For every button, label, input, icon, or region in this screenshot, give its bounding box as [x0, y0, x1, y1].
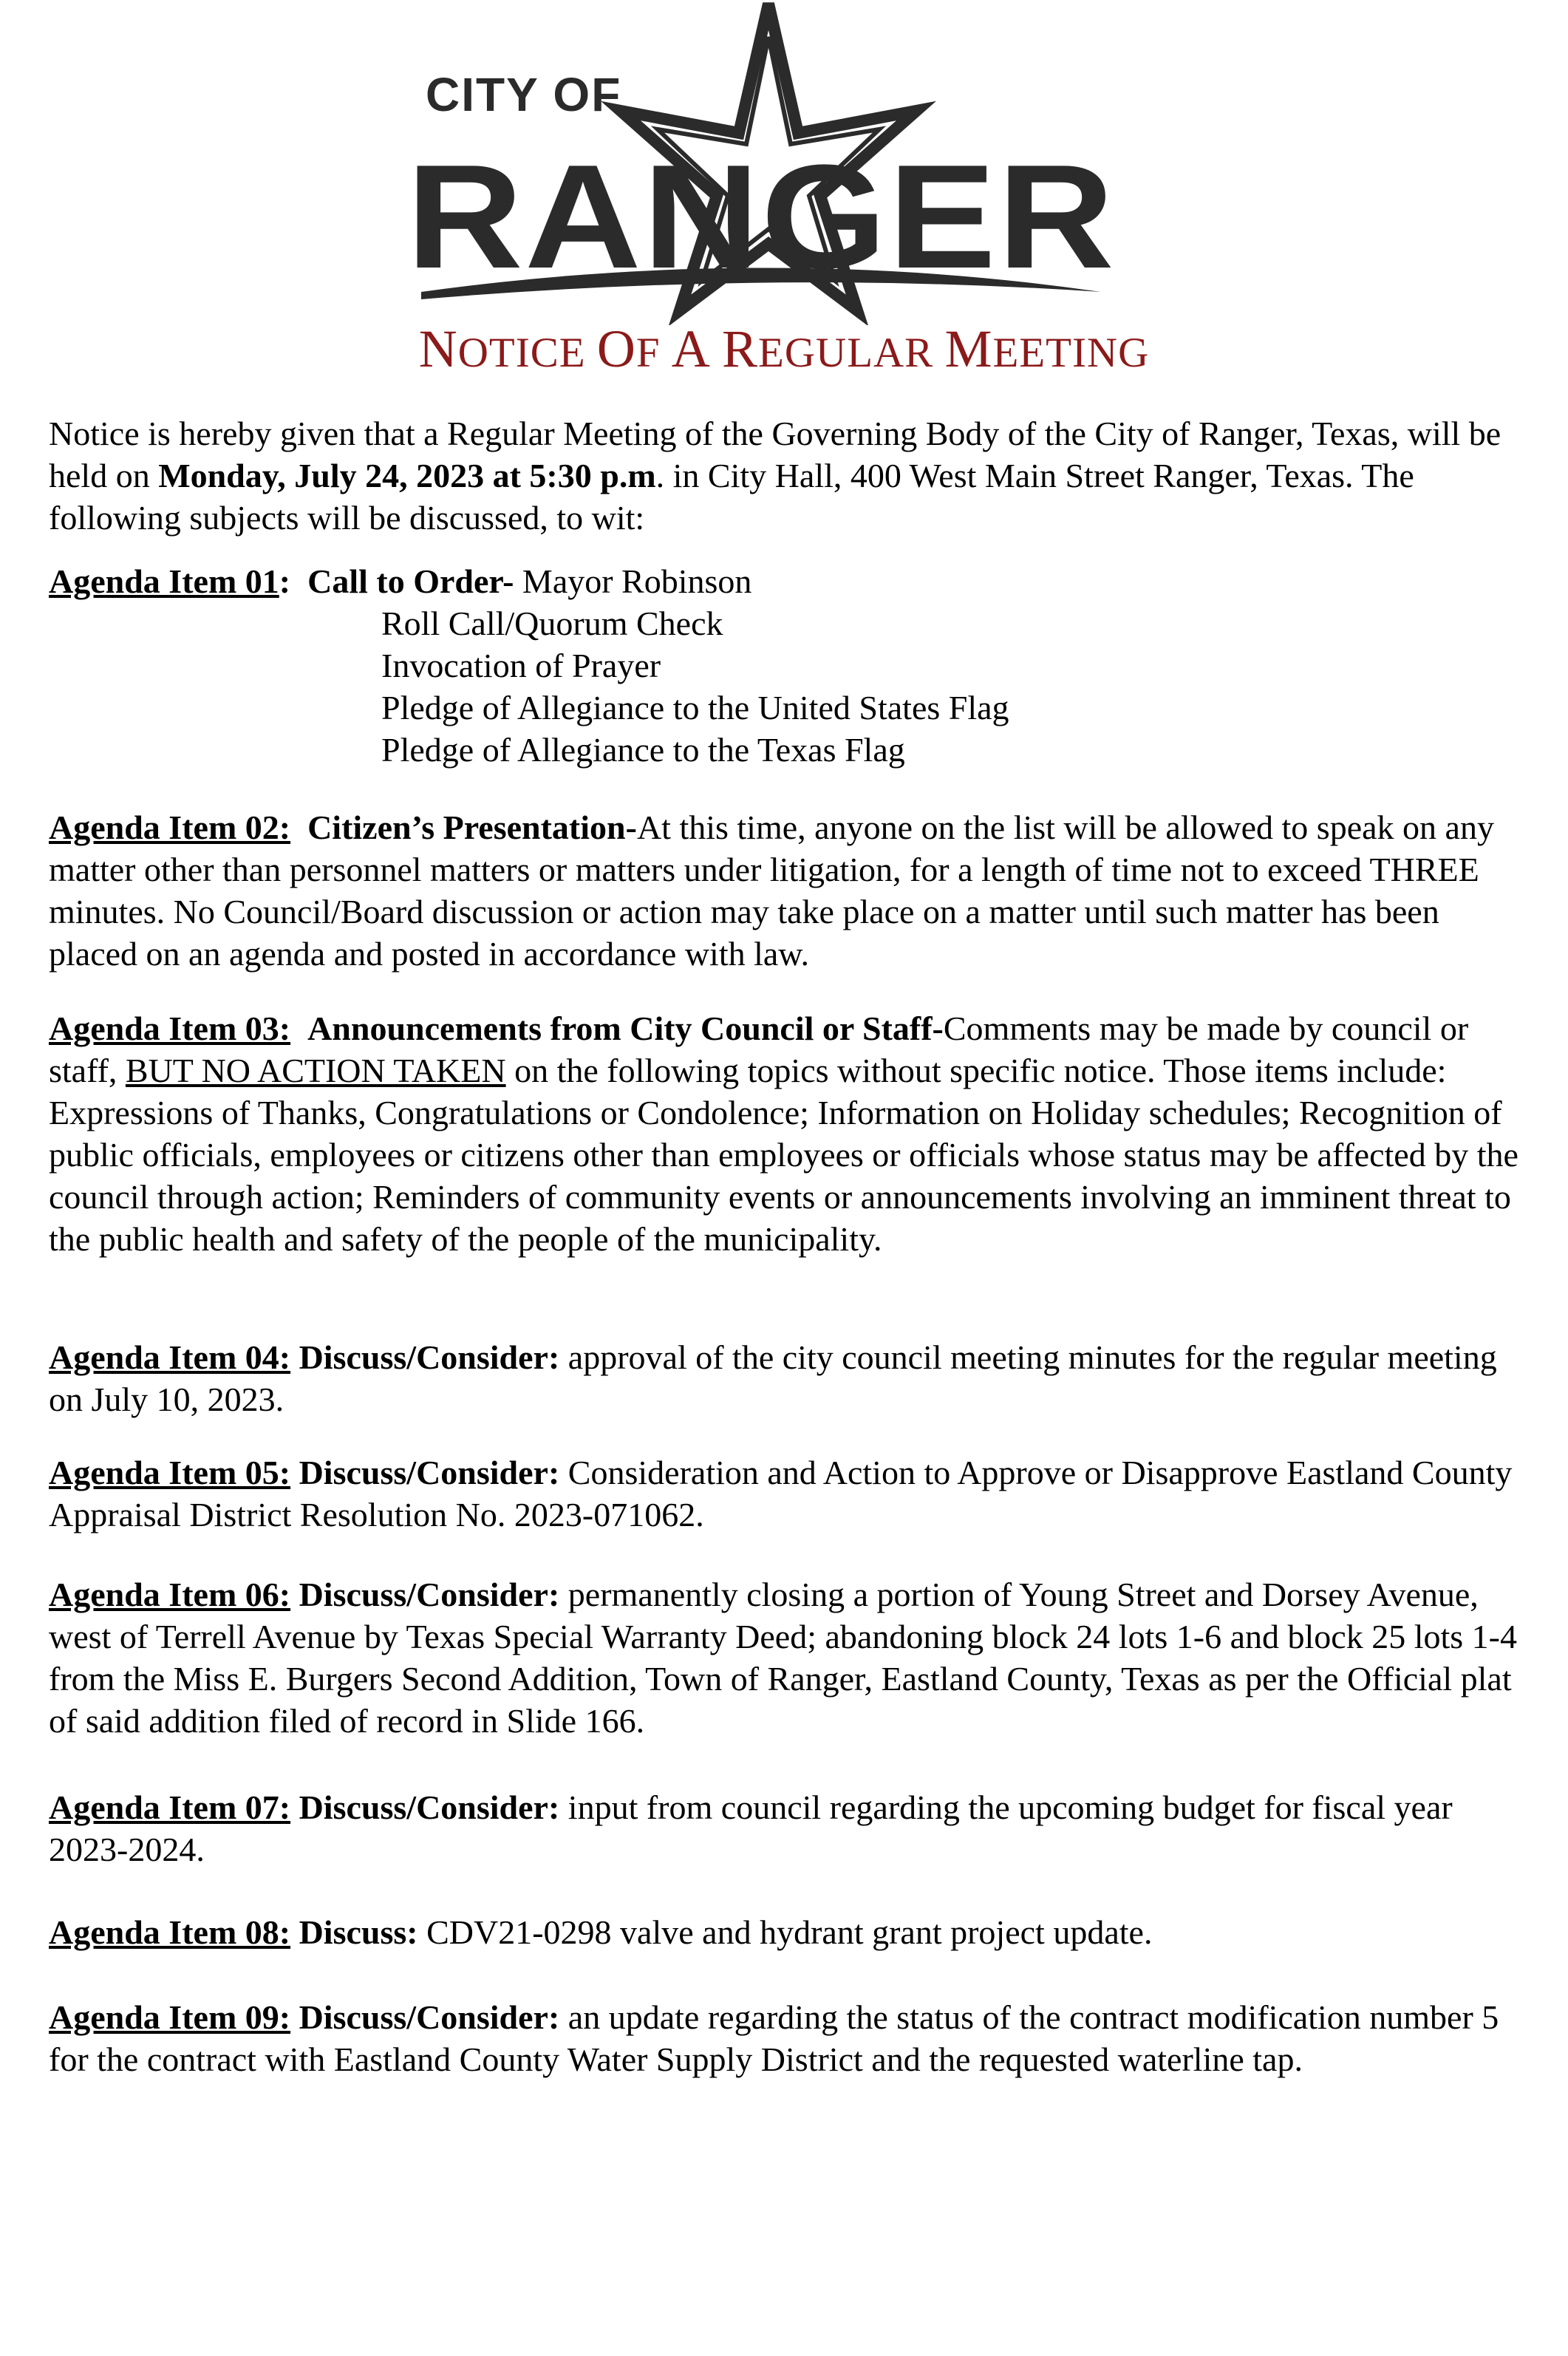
page-title: [0, 319, 1568, 378]
agenda-item-heading: Call to Order-: [307, 562, 514, 600]
agenda-sub-item: Roll Call/Quorum Check: [381, 605, 723, 642]
agenda-item-heading: Discuss/Consider:: [299, 1338, 560, 1376]
agenda-item-label: Agenda Item 08:: [49, 1913, 291, 1951]
title-word: REGULAR: [722, 319, 945, 378]
agenda-item-heading: Discuss/Consider:: [299, 1454, 560, 1491]
agenda-item-07: [49, 1786, 1519, 1870]
agenda-item-text: permanently closing a portion of Young Street and Dorsey Avenue, west of Terrell Avenue by Texas Special Warranty Deed; abandoning block 24 lots 1-6 and block 25 lots 1-4 from the Miss E. Burgers Second Addition, Town of Ranger, Eastland County, Texas as per the Official plat of said addition filed of record in Slide 166.: [49, 1576, 1517, 1740]
title-word: NOTICE: [418, 319, 597, 378]
agenda-item-label: Agenda Item 06:: [49, 1576, 291, 1613]
agenda-sub-item: Pledge of Allegiance to the Texas Flag: [381, 731, 905, 769]
agenda-item-09: [49, 1996, 1519, 2080]
agenda-item-text-end: on the following topics without specific notice. Those items include: Expressions of Thanks, Congratulations or Condolence; Information on Holiday schedules; Recognition of public officials, employees or citizens other than employees or officials whose status may be affected by the council through action; Reminders of community events or announcements involving an imminent threat to the public health and safety of the people of the municipality.: [49, 1052, 1518, 1258]
agenda-item-label: Agenda Item 07:: [49, 1788, 291, 1826]
agenda-item-text: an update regarding the status of the contract modification number 5 for the contract with Eastland County Water Supply District and the requested waterline tap.: [49, 1998, 1499, 2078]
agenda-item-text: Mayor Robinson: [514, 562, 752, 600]
logo-city-of-text: CITY OF: [426, 68, 622, 121]
city-of-ranger-logo: [399, 0, 1123, 325]
no-action-taken-text: BUT NO ACTION TAKEN: [125, 1052, 506, 1089]
agenda-item-05: [49, 1451, 1519, 1536]
agenda-item-text: Comments may be made by council or staff,: [49, 1010, 1469, 1089]
agenda-item-colon: :: [279, 562, 291, 600]
agenda-item-heading: Citizen’s Presentation-: [307, 808, 637, 846]
agenda-item-text: input from council regarding the upcoming budget for fiscal year 2023-2024.: [49, 1788, 1453, 1868]
intro-text-end: . in City Hall, 400 West Main Street Ranger, Texas. The following subjects will be discussed, to wit:: [49, 457, 1414, 537]
agenda-item-label: Agenda Item 09:: [49, 1998, 291, 2036]
agenda-item-label: Agenda Item 04:: [49, 1338, 291, 1376]
agenda-item-heading: Discuss/Consider:: [299, 1576, 560, 1613]
agenda-item-text: approval of the city council meeting minutes for the regular meeting on July 10, 2023.: [49, 1338, 1497, 1418]
title-word: A: [671, 319, 711, 378]
agenda-item-heading: Discuss/Consider:: [299, 1788, 560, 1826]
logo-ranger-text: RANGER: [406, 135, 1116, 299]
agenda-item-02: [49, 806, 1519, 975]
agenda-sub-item: Pledge of Allegiance to the United States Flag: [381, 689, 1009, 726]
agenda-item-label: Agenda Item 03:: [49, 1010, 291, 1047]
agenda-item-06: [49, 1573, 1519, 1742]
agenda-item-label: Agenda Item 05:: [49, 1454, 291, 1491]
intro-paragraph: [49, 412, 1519, 539]
title-word: OF: [596, 319, 672, 378]
title-word: MEETING: [944, 319, 1150, 378]
agenda-item-text: Consideration and Action to Approve or Disapprove Eastland County Appraisal District Resolution No. 2023-071062.: [49, 1454, 1513, 1533]
agenda-item-heading: Announcements from City Council or Staff-: [307, 1010, 944, 1047]
agenda-item-heading: Discuss/Consider:: [299, 1998, 560, 2036]
agenda-item-01: [49, 560, 1519, 771]
agenda-sub-item: Invocation of Prayer: [381, 647, 661, 684]
meeting-datetime: Monday, July 24, 2023 at 5:30 p.m: [158, 457, 656, 494]
agenda-item-08: [49, 1911, 1519, 1953]
agenda-item-label: Agenda Item 02:: [49, 808, 291, 846]
agenda-item-03: [49, 1007, 1519, 1260]
agenda-item-text: At this time, anyone on the list will be allowed to speak on any matter other than personnel matters or matters under litigation, for a length of time not to exceed THREE minutes. No Council/Board discussion or action may take place on a matter until such matter has been placed on an agenda and posted in accordance with law.: [49, 808, 1494, 973]
intro-text: Notice is hereby given that a Regular Meeting of the Governing Body of the City of Ranger, Texas, will be held on: [49, 415, 1501, 494]
agenda-item-04: [49, 1336, 1519, 1420]
agenda-item-text: CDV21-0298 valve and hydrant grant project update.: [417, 1913, 1153, 1951]
agenda-item-label: Agenda Item 01: [49, 562, 279, 600]
agenda-item-heading: Discuss:: [299, 1913, 418, 1951]
